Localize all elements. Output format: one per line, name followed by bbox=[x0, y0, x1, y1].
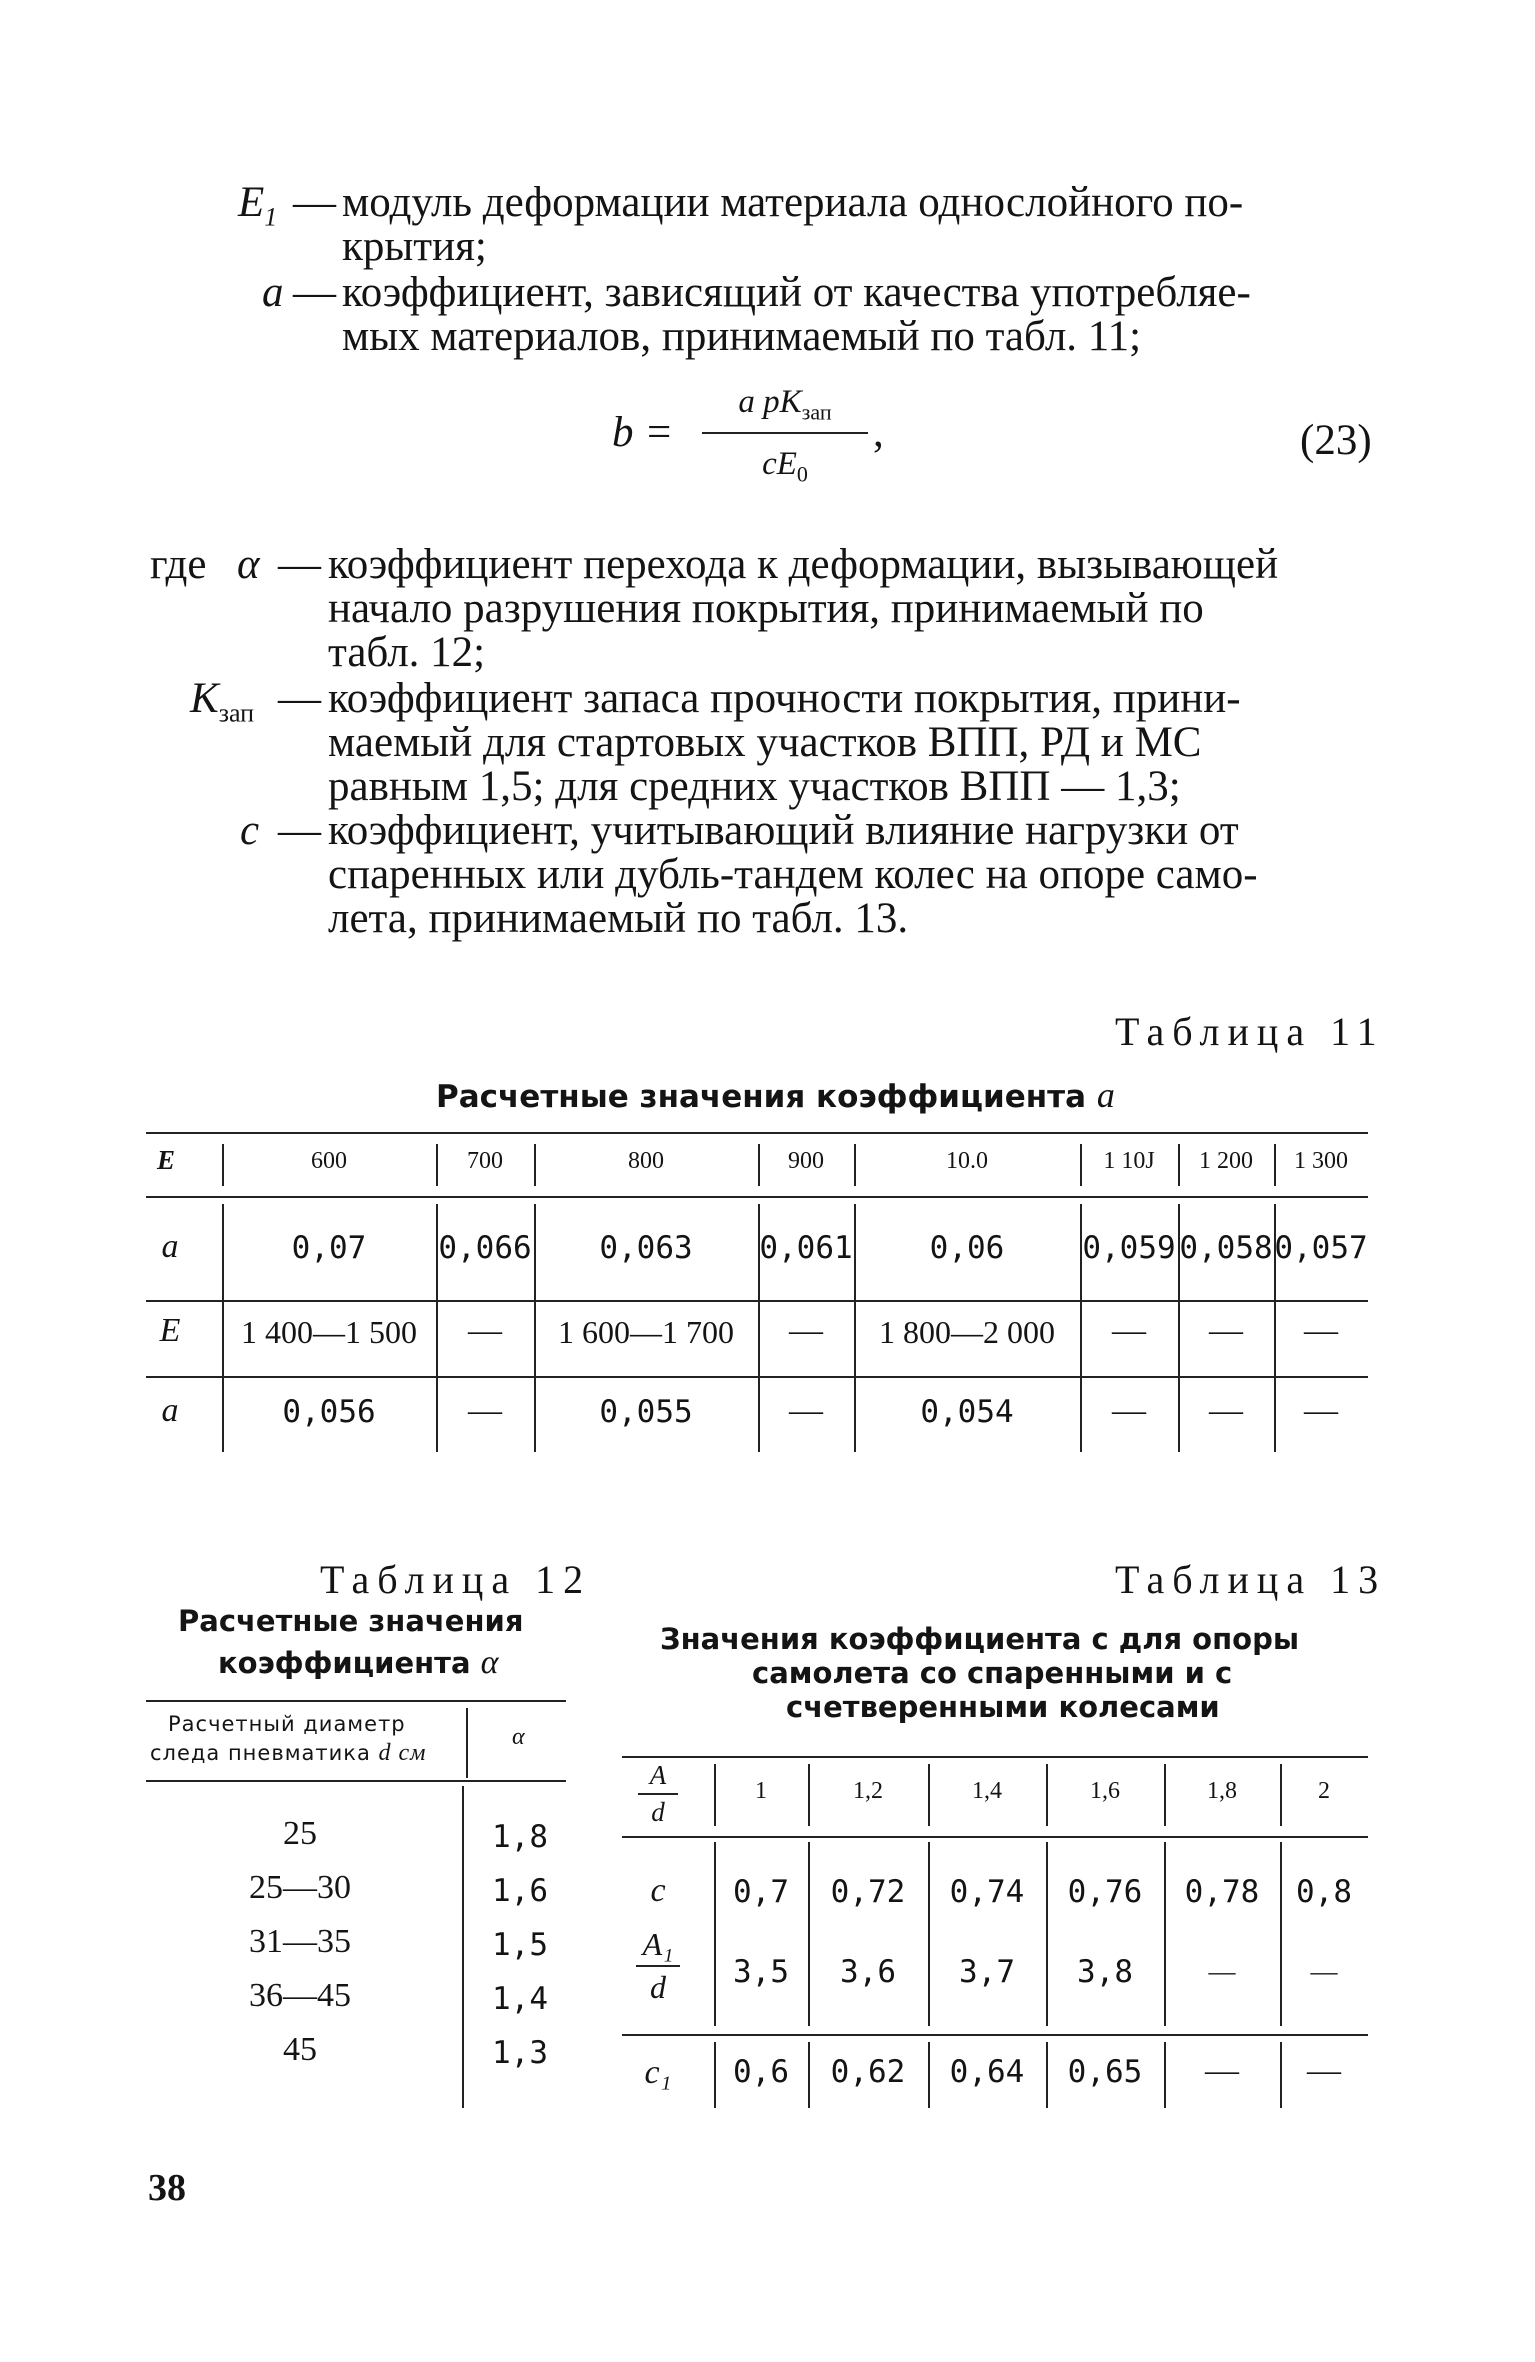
table-13-cell: 0,7 bbox=[733, 1874, 789, 1910]
table-11-cell: 0,056 bbox=[282, 1394, 376, 1430]
formula-fraction-bar bbox=[702, 432, 868, 434]
table-11-cell: — bbox=[468, 1392, 502, 1429]
table-13-cell: — bbox=[1208, 1956, 1236, 1986]
def-alpha-line3: табл. 12; bbox=[328, 629, 486, 676]
table-11-cell: 0,066 bbox=[438, 1230, 532, 1266]
table-13-top-rule bbox=[622, 1756, 1368, 1758]
table-13-cell: 3,6 bbox=[840, 1954, 896, 1990]
def-c-line2: спаренных или дубль-тандем колес на опоре само- bbox=[328, 851, 1258, 898]
def-c-line1: коэффициент, учитывающий влияние нагрузки от bbox=[328, 807, 1239, 854]
table-12-header-rule bbox=[146, 1780, 566, 1782]
table-11-header-rule bbox=[146, 1196, 1368, 1198]
formula-number: (23) bbox=[1300, 417, 1372, 464]
table-11-cell: 0,057 bbox=[1274, 1230, 1368, 1266]
def-c-line3: лета, принимаемый по табл. 13. bbox=[328, 895, 909, 942]
def-e1-line2: крытия; bbox=[342, 223, 487, 270]
table-13-title-line2: самолета со спаренными и с bbox=[752, 1656, 1233, 1690]
table-11-cell: — bbox=[1209, 1392, 1243, 1429]
table-13-header: 1,6 bbox=[1090, 1778, 1120, 1804]
def-alpha-dash: — bbox=[278, 541, 321, 588]
table-13-header: 1 bbox=[755, 1778, 767, 1804]
def-kzap-line2: маемый для стартовых участков ВПП, РД и МС bbox=[328, 719, 1202, 766]
page-number: 38 bbox=[148, 2167, 186, 2209]
table-12-header-col2: α bbox=[512, 1724, 525, 1750]
table-13-cell: 0,74 bbox=[949, 1874, 1025, 1910]
table-12-value: 1,3 bbox=[492, 2035, 548, 2071]
table-13-cell: 3,7 bbox=[959, 1954, 1015, 1990]
table-11-cell: 700 bbox=[467, 1148, 503, 1174]
def-alpha-symbol: α bbox=[237, 541, 260, 588]
table-12-value: 1,8 bbox=[492, 1819, 548, 1855]
table-13-header: 2 bbox=[1318, 1778, 1330, 1804]
def-a-dash: — bbox=[293, 269, 336, 316]
table-12-caption: Таблица 12 bbox=[320, 1557, 592, 1602]
table-11-cell: 900 bbox=[788, 1148, 824, 1174]
def-lead-gde: где bbox=[150, 541, 207, 588]
table-12-diameter: 36—45 bbox=[249, 1977, 351, 2014]
table-11-cell: — bbox=[468, 1312, 502, 1349]
table-13-col-sep bbox=[808, 1842, 810, 2026]
table-11-cell: 0,06 bbox=[929, 1230, 1005, 1266]
table-12-col-sep bbox=[462, 1786, 464, 2108]
table-13-a1-fraction: A₁ d bbox=[630, 1926, 686, 2006]
table-11-cell: 0,054 bbox=[920, 1394, 1014, 1430]
table-11-cell: 600 bbox=[311, 1148, 347, 1174]
table-11-cell: 1 300 bbox=[1294, 1148, 1348, 1174]
def-kzap-line1: коэффициент запаса прочности покрытия, прини- bbox=[328, 675, 1241, 722]
def-alpha-line2: начало разрушения покрытия, принимаемый по bbox=[328, 585, 1204, 632]
table-11-cell: 1 400—1 500 bbox=[241, 1314, 417, 1350]
def-e1-line1: модуль деформации материала однослойного по- bbox=[342, 179, 1244, 226]
def-alpha-line1: коэффициент перехода к деформации, вызывающей bbox=[328, 541, 1279, 588]
table-11-title: Расчетные значения коэффициента a bbox=[436, 1075, 1115, 1115]
table-13-cell: 0,72 bbox=[830, 1874, 906, 1910]
def-c-symbol: c bbox=[240, 807, 260, 854]
def-kzap-line3: равным 1,5; для средних участков ВПП — 1,3; bbox=[328, 763, 1181, 810]
table-12-title-line1: Расчетные значения bbox=[178, 1604, 524, 1638]
table-12-diameter: 25—30 bbox=[249, 1869, 351, 1906]
table-11-mid-rule bbox=[146, 1300, 1368, 1302]
def-c-dash: — bbox=[278, 807, 321, 854]
table-11-cell: — bbox=[1112, 1392, 1146, 1429]
def-kzap-dash: — bbox=[278, 675, 321, 722]
formula-lhs: b = bbox=[612, 409, 674, 456]
table-11-cell: a bbox=[161, 1392, 179, 1429]
table-11-cell: 1 200 bbox=[1199, 1148, 1253, 1174]
table-12-header-line1: Расчетный диаметр bbox=[168, 1712, 406, 1736]
table-13-caption: Таблица 13 bbox=[1115, 1557, 1387, 1602]
table-13-cell: — bbox=[1205, 2052, 1239, 2089]
table-13-cell: 0,76 bbox=[1067, 1874, 1143, 1910]
table-13-cell: 0,65 bbox=[1067, 2054, 1143, 2090]
table-12-diameter: 25 bbox=[283, 1815, 317, 1852]
table-13-col-sep bbox=[714, 1842, 716, 2026]
def-kzap-symbol: $K_{зап}$ bbox=[190, 675, 255, 728]
table-11-cell: — bbox=[789, 1312, 823, 1349]
formula-denominator: $cE_0$ bbox=[762, 446, 808, 487]
table-13-mid-rule bbox=[622, 2034, 1368, 2036]
table-11-mid-rule-2 bbox=[146, 1376, 1368, 1378]
table-11-cell: — bbox=[1304, 1312, 1338, 1349]
table-12-value: 1,6 bbox=[492, 1873, 548, 1909]
table-11-cell: E bbox=[156, 1145, 175, 1175]
table-11-cell: 1 10J bbox=[1103, 1148, 1155, 1174]
table-11-cell: — bbox=[1209, 1312, 1243, 1349]
table-13-title-line1: Значения коэффициента c для опоры bbox=[660, 1622, 1300, 1656]
table-13-cell: 0,78 bbox=[1184, 1874, 1260, 1910]
table-13-row-label: c₁ bbox=[644, 2054, 672, 2091]
table-11-cell: 0,058 bbox=[1179, 1230, 1273, 1266]
table-13-cell: 3,5 bbox=[733, 1954, 789, 1990]
def-a-symbol: a bbox=[262, 269, 284, 316]
table-11-cell: a bbox=[161, 1228, 179, 1265]
table-13-col-sep bbox=[1046, 1842, 1048, 2026]
table-11-cell: 0,059 bbox=[1082, 1230, 1176, 1266]
table-13-header: 1,2 bbox=[853, 1778, 883, 1804]
table-13-col-sep bbox=[1164, 1842, 1166, 2026]
table-12-diameter: 31—35 bbox=[249, 1923, 351, 1960]
table-13-cell: 3,8 bbox=[1077, 1954, 1133, 1990]
table-13-cell: 0,62 bbox=[830, 2054, 906, 2090]
table-11-cell: 0,07 bbox=[291, 1230, 367, 1266]
table-13-header-rule bbox=[622, 1836, 1368, 1838]
table-11-cell: 0,063 bbox=[599, 1230, 693, 1266]
table-13-col-sep bbox=[928, 1842, 930, 2026]
table-12-col-sep bbox=[466, 1708, 468, 1778]
table-11-top-rule bbox=[146, 1132, 1368, 1134]
table-11-cell: — bbox=[1112, 1312, 1146, 1349]
table-11-cell: 0,061 bbox=[759, 1230, 853, 1266]
table-13-head-fraction: A d bbox=[630, 1760, 686, 1828]
table-11-cell: — bbox=[789, 1392, 823, 1429]
table-11-cell: E bbox=[159, 1312, 181, 1349]
table-12-header-line2: следа пневматика d см bbox=[150, 1740, 427, 1766]
table-11-caption: Таблица 11 bbox=[1115, 1009, 1385, 1054]
table-13-col-sep bbox=[1280, 1842, 1282, 2026]
formula-comma: , bbox=[873, 409, 884, 456]
table-12-value: 1,5 bbox=[492, 1927, 548, 1963]
table-13-cell: — bbox=[1307, 2052, 1341, 2089]
table-13-row-label: c bbox=[650, 1872, 666, 1909]
def-a-line2: мых материалов, принимаемый по табл. 11; bbox=[342, 313, 1142, 360]
table-13-cell: 0,6 bbox=[733, 2054, 789, 2090]
table-11-cell: 1 600—1 700 bbox=[558, 1314, 734, 1350]
def-e1-symbol: $E_1$ bbox=[238, 179, 278, 232]
formula-numerator: a $pK_{зап}$ bbox=[738, 384, 832, 425]
table-12-title-line2: коэффициента α bbox=[218, 1644, 499, 1681]
table-12-diameter: 45 bbox=[283, 2031, 317, 2068]
def-e1-dash: — bbox=[293, 179, 336, 226]
table-13-cell: 0,64 bbox=[949, 2054, 1025, 2090]
table-13-title-line3: счетверенными колесами bbox=[786, 1690, 1220, 1724]
table-12-top-rule bbox=[146, 1700, 566, 1702]
table-13-cell: 0,8 bbox=[1296, 1874, 1352, 1910]
table-12-value: 1,4 bbox=[492, 1981, 548, 2017]
table-11-cell: — bbox=[1304, 1392, 1338, 1429]
table-13-cell: — bbox=[1310, 1956, 1338, 1986]
table-13-header: 1,8 bbox=[1207, 1778, 1237, 1804]
table-13-header: 1,4 bbox=[972, 1778, 1002, 1804]
table-11-cell: 800 bbox=[628, 1148, 664, 1174]
table-11-cell: 0,055 bbox=[599, 1394, 693, 1430]
table-11-cell: 1 800—2 000 bbox=[879, 1314, 1055, 1350]
def-a-line1: коэффициент, зависящий от качества употребляе- bbox=[342, 269, 1251, 316]
table-11-cell: 10.0 bbox=[946, 1148, 988, 1174]
